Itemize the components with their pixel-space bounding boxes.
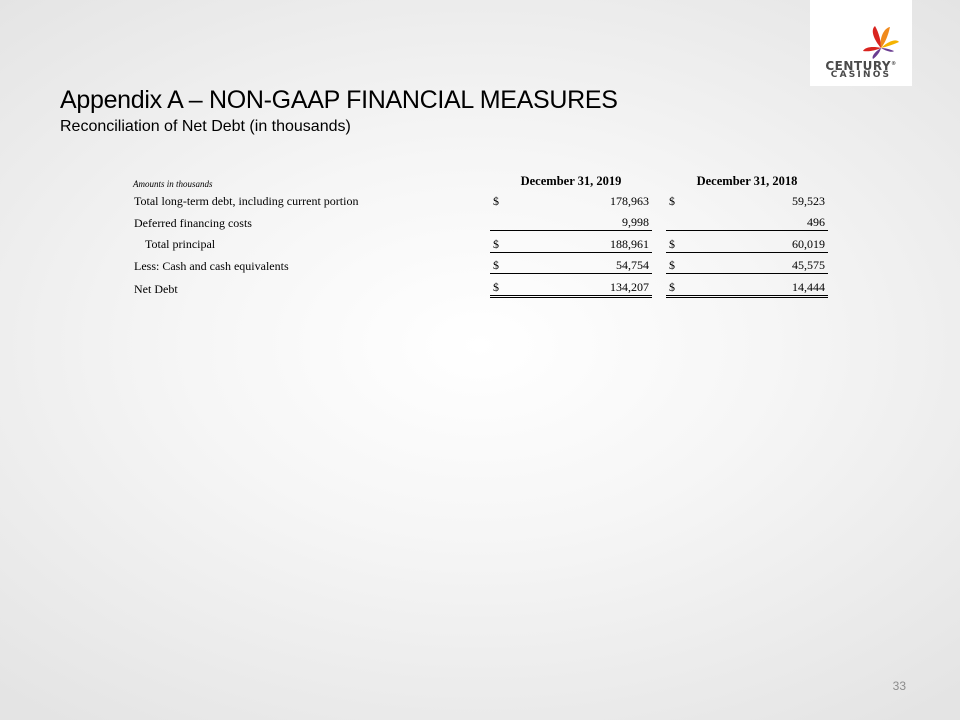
value-2018: 59,523 bbox=[792, 194, 825, 209]
value-2018: 14,444 bbox=[678, 274, 828, 297]
table-header-row bbox=[130, 168, 828, 189]
row-label: Total long-term debt, including current portion bbox=[134, 194, 359, 209]
net-debt-table bbox=[130, 168, 828, 298]
row-label: Less: Cash and cash equivalents bbox=[134, 258, 289, 273]
currency-symbol: $ bbox=[666, 252, 678, 274]
value-2019: 188,961 bbox=[502, 231, 652, 253]
currency-symbol: $ bbox=[669, 194, 675, 209]
currency-symbol: $ bbox=[666, 274, 678, 297]
value-2019: 178,963 bbox=[610, 194, 649, 209]
currency-symbol: $ bbox=[490, 231, 502, 253]
column-header-2019: December 31, 2019 bbox=[520, 173, 622, 188]
slide-title: Appendix A – NON-GAAP FINANCIAL MEASURES bbox=[60, 86, 618, 114]
currency-symbol: $ bbox=[666, 231, 678, 253]
currency-symbol bbox=[490, 209, 502, 230]
starburst-logo-icon bbox=[810, 0, 912, 60]
currency-symbol: $ bbox=[490, 252, 502, 274]
page-number: 33 bbox=[892, 679, 906, 693]
table-row bbox=[130, 274, 828, 297]
value-2018: 496 bbox=[678, 209, 828, 230]
value-2019: 9,998 bbox=[502, 209, 652, 230]
currency-symbol: $ bbox=[493, 194, 499, 209]
currency-symbol bbox=[666, 209, 678, 230]
value-2018: 60,019 bbox=[678, 231, 828, 253]
value-2019: 54,754 bbox=[502, 252, 652, 274]
logo-text-casinos: CASINOS bbox=[830, 70, 892, 80]
table-row bbox=[130, 189, 828, 210]
value-2019: 134,207 bbox=[502, 274, 652, 297]
century-casinos-logo bbox=[810, 0, 912, 86]
row-label: Total principal bbox=[145, 237, 216, 252]
value-2018: 45,575 bbox=[678, 252, 828, 274]
logo-text-century: CENTURY® bbox=[825, 59, 897, 73]
table-row bbox=[130, 231, 828, 253]
row-label: Deferred financing costs bbox=[134, 215, 252, 230]
currency-symbol: $ bbox=[490, 274, 502, 297]
amounts-note: Amounts in thousands bbox=[133, 178, 213, 189]
table-row bbox=[130, 209, 828, 230]
table-row bbox=[130, 252, 828, 274]
row-label: Net Debt bbox=[134, 281, 178, 296]
slide-subtitle: Reconciliation of Net Debt (in thousands) bbox=[60, 118, 351, 135]
column-header-2018: December 31, 2018 bbox=[696, 173, 798, 188]
